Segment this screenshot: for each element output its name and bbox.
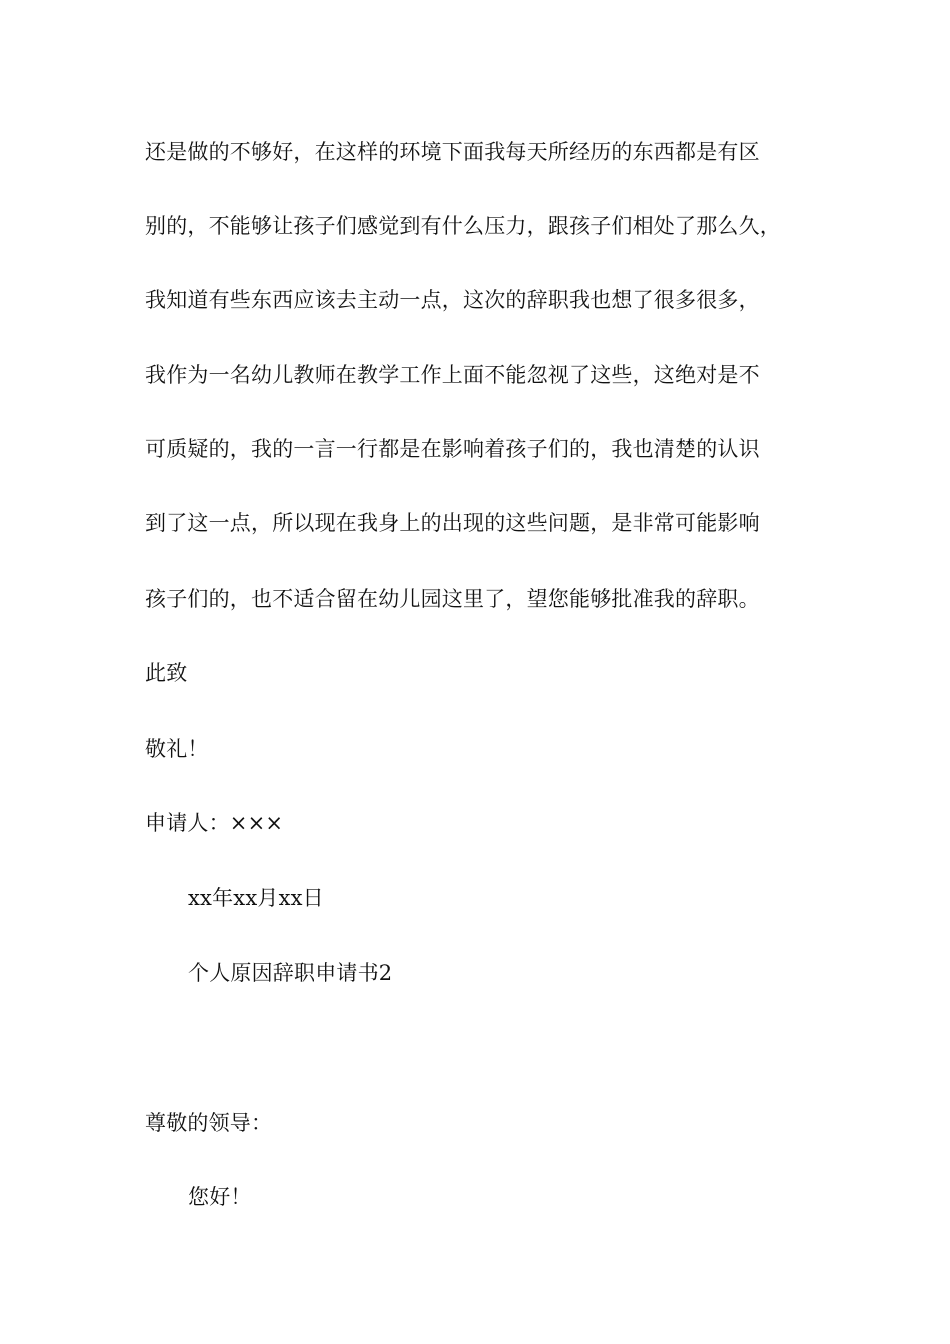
body-line-5: 可质疑的，我的一言一行都是在影响着孩子们的，我也清楚的认识: [145, 437, 760, 461]
applicant-line: 申请人：×××: [145, 811, 284, 835]
body-line-6: 到了这一点，所以现在我身上的出现的这些问题，是非常可能影响: [145, 511, 760, 535]
body-line-1: 还是做的不够好，在这样的环境下面我每天所经历的东西都是有区: [145, 140, 760, 164]
body-line-7: 孩子们的，也不适合留在幼儿园这里了，望您能够批准我的辞职。: [145, 587, 760, 611]
greeting-line: 您好！: [188, 1185, 252, 1209]
salutation-line: 尊敬的领导：: [145, 1111, 273, 1135]
date-line: xx年xx月xx日: [188, 886, 324, 910]
next-section-title: 个人原因辞职申请书2: [188, 961, 393, 985]
closing-jingli: 敬礼！: [145, 737, 209, 761]
body-line-2: 别的，不能够让孩子们感觉到有什么压力，跟孩子们相处了那么久，: [145, 214, 781, 238]
body-line-4: 我作为一名幼儿教师在教学工作上面不能忽视了这些，这绝对是不: [145, 363, 760, 387]
closing-cizhi: 此致: [145, 661, 188, 685]
body-line-3: 我知道有些东西应该去主动一点，这次的辞职我也想了很多很多，: [145, 288, 760, 312]
